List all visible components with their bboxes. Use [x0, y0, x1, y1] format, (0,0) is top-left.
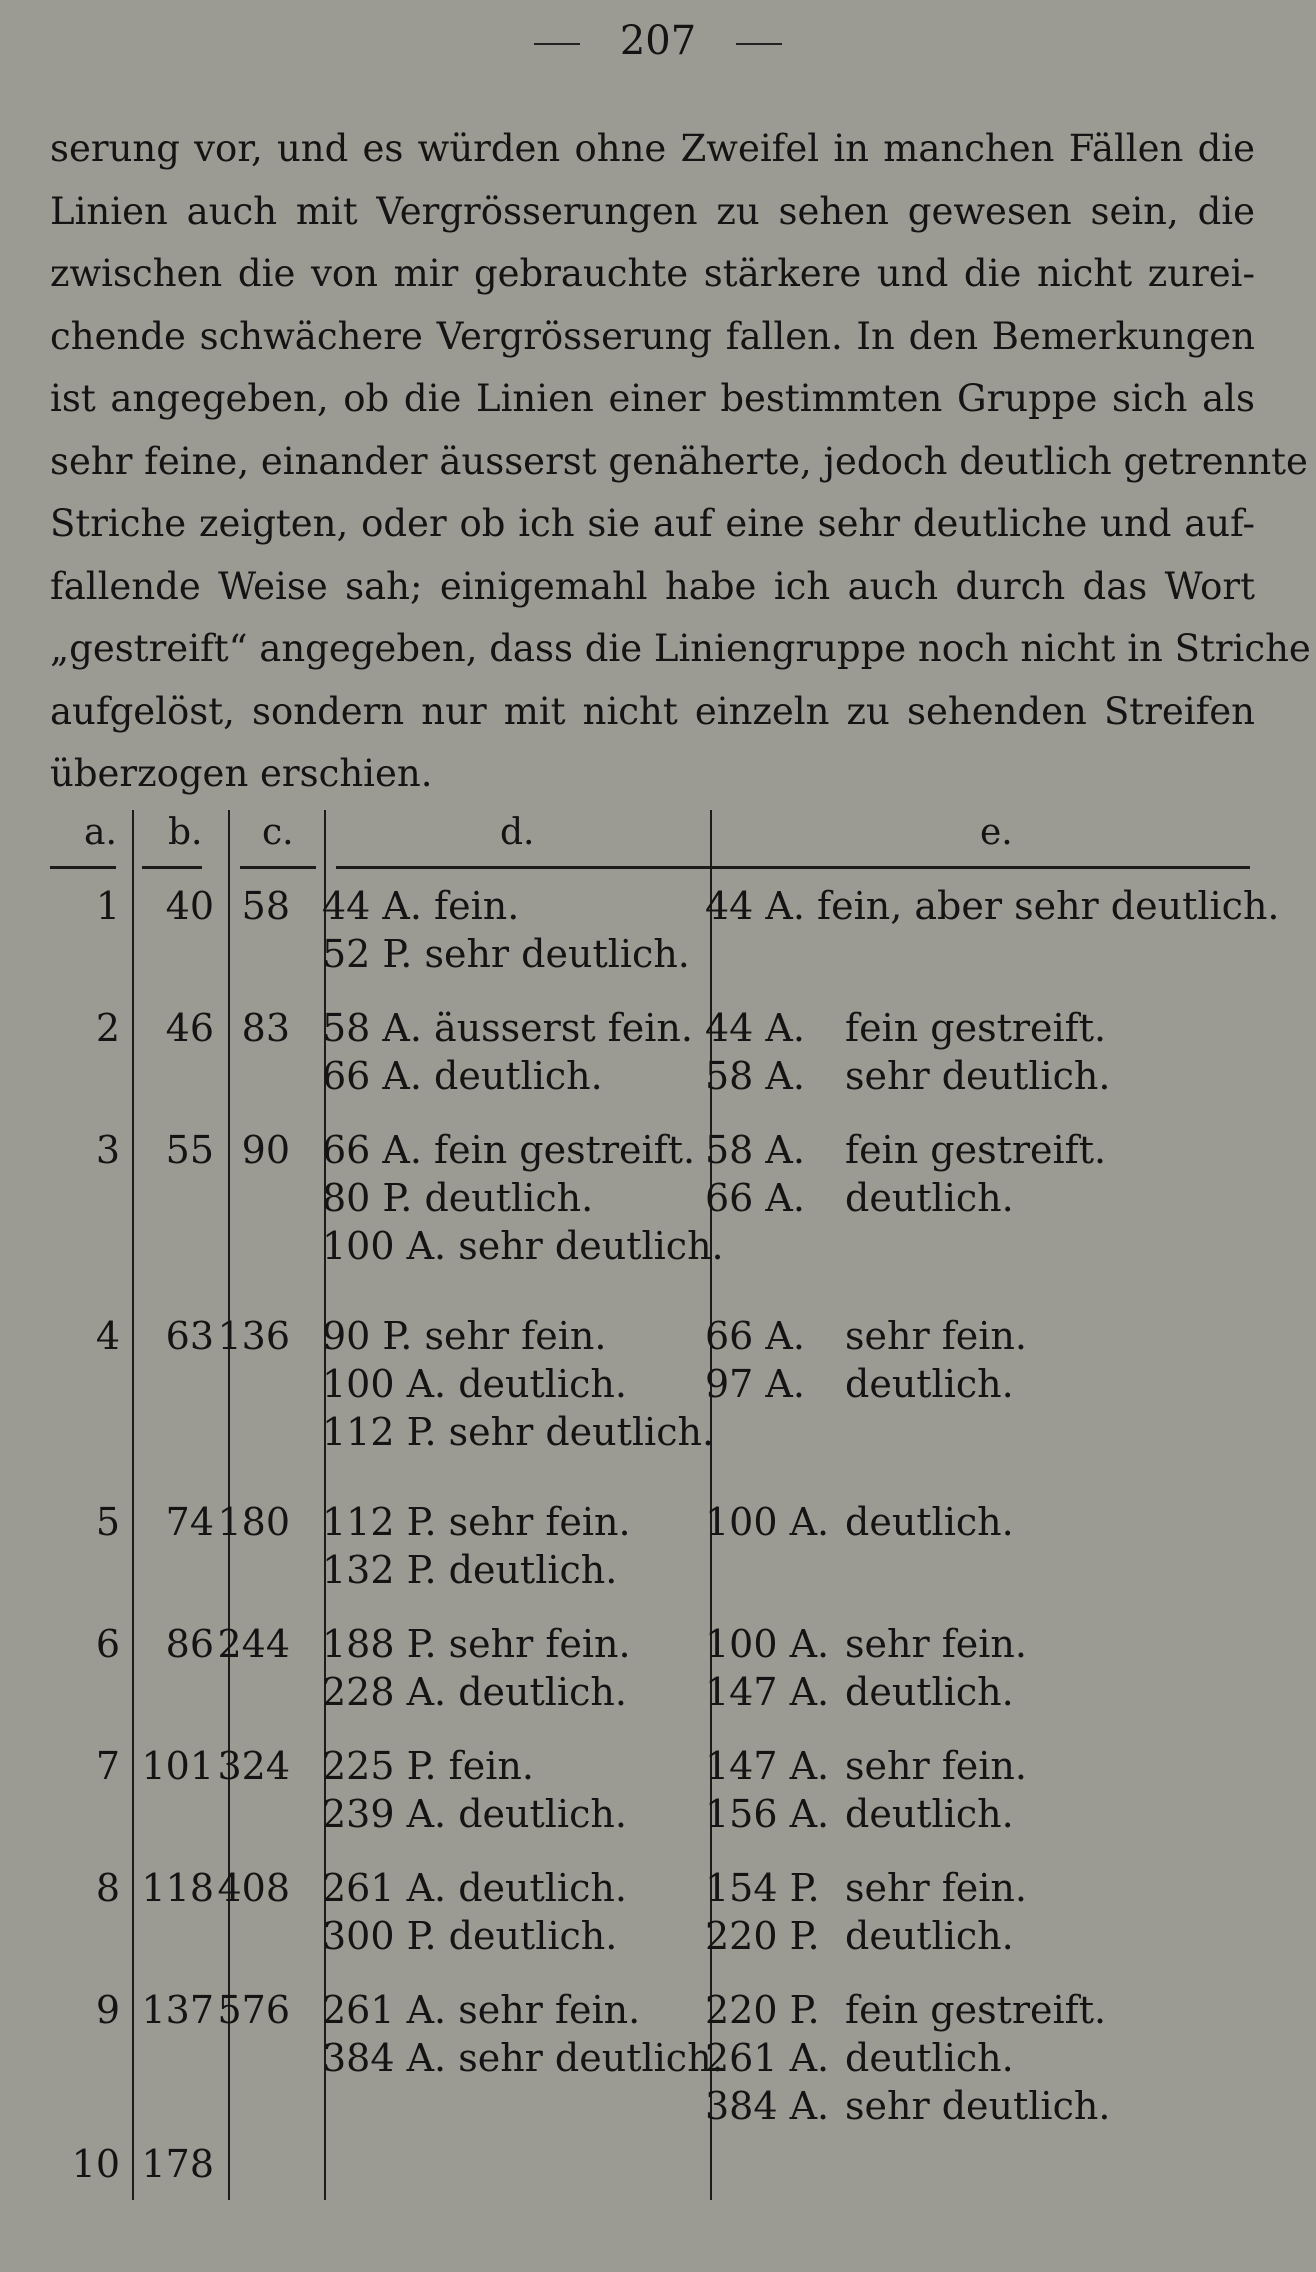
cell-d-line: 66 A. deutlich. — [322, 1054, 603, 1098]
header-b: b. — [168, 812, 203, 853]
cell-e-value: 100 A. — [705, 1622, 830, 1666]
cell-e-value: 100 A. — [705, 1500, 830, 1544]
cell-d-line: 300 P. deutlich. — [322, 1914, 618, 1958]
left-dash — [534, 43, 580, 45]
cell-b: 74 — [165, 1500, 214, 1544]
header-c: c. — [262, 812, 294, 853]
cell-e-line — [705, 1498, 1014, 1546]
cell-e — [705, 1864, 1027, 1960]
header-e: e. — [980, 812, 1013, 853]
cell-b: 101 — [141, 1744, 214, 1788]
header-d: d. — [500, 812, 535, 853]
cell-d-line: 112 P. sehr deutlich. — [322, 1410, 715, 1454]
cell-a: 9 — [95, 1988, 120, 2032]
cell-e-value: 384 A. — [705, 2084, 830, 2128]
paragraph-line: Striche zeigten, oder ob ich sie auf eine sehr deutliche und auf- — [50, 502, 1255, 545]
page-number-text: 207 — [619, 18, 697, 64]
paragraph-line: überzogen erschien. — [50, 752, 433, 795]
body-paragraph — [50, 118, 1311, 806]
cell-d — [322, 1004, 693, 1100]
cell-e-line — [705, 1052, 1110, 1100]
cell-e-line — [705, 2082, 1110, 2130]
cell-d — [322, 1498, 631, 1594]
cell-e-value: 147 A. — [705, 1744, 830, 1788]
cell-d-line: 100 A. deutlich. — [322, 1362, 627, 1406]
cell-e-line — [705, 1668, 1027, 1716]
cell-b: 40 — [165, 884, 214, 928]
cell-e-value: 58 A. — [705, 1128, 805, 1172]
cell-c: 58 — [241, 884, 290, 928]
cell-d — [322, 882, 690, 978]
cell-e-remark: sehr fein. — [845, 1866, 1027, 1910]
cell-b: 46 — [165, 1006, 214, 1050]
cell-d — [322, 1742, 627, 1838]
cell-e — [705, 882, 1280, 930]
cell-e-remark: fein gestreift. — [845, 1128, 1107, 1172]
cell-d-line: 66 A. fein gestreift. — [322, 1128, 696, 1172]
cell-e-remark: deutlich. — [845, 2036, 1014, 2080]
cell-e-remark: fein gestreift. — [845, 1988, 1107, 2032]
cell-e-remark: sehr fein. — [845, 1314, 1027, 1358]
cell-a: 7 — [95, 1744, 120, 1788]
cell-d-line: 188 P. sehr fein. — [322, 1622, 631, 1666]
cell-e — [705, 1312, 1027, 1408]
cell-e — [705, 1620, 1027, 1716]
cell-e — [705, 1986, 1110, 2130]
cell-d-line: 100 A. sehr deutlich. — [322, 1224, 724, 1268]
cell-e-value: 44 A. — [705, 1006, 805, 1050]
cell-e-line — [705, 1742, 1027, 1790]
header-rule-b — [142, 866, 202, 869]
header-a: a. — [84, 812, 117, 853]
cell-c: 83 — [241, 1006, 290, 1050]
cell-e-line — [705, 1360, 1027, 1408]
cell-a: 5 — [95, 1500, 120, 1544]
paragraph-line: serung vor, und es würden ohne Zweifel in manchen Fällen die — [50, 127, 1255, 170]
paragraph-line: aufgelöst, sondern nur mit nicht einzeln zu sehenden Streifen — [50, 689, 1255, 733]
cell-d — [322, 1126, 724, 1270]
cell-e-value: 220 P. — [705, 1914, 820, 1958]
paragraph-line: „gestreift“ angegeben, dass die Liniengruppe noch nicht in Striche — [50, 627, 1311, 670]
cell-c: 180 — [217, 1500, 290, 1544]
cell-a: 8 — [95, 1866, 120, 1910]
cell-e-line — [705, 1126, 1106, 1174]
cell-c: 90 — [241, 1128, 290, 1172]
cell-c: 408 — [217, 1866, 290, 1910]
cell-e-value: 66 A. — [705, 1176, 805, 1220]
paragraph-line: chende schwächere Vergrösserung fallen. In den Bemerkungen — [50, 314, 1255, 358]
right-dash — [736, 43, 782, 45]
cell-d-line: 239 A. deutlich. — [322, 1792, 627, 1836]
cell-d — [322, 1864, 627, 1960]
cell-e-line — [705, 1790, 1027, 1838]
cell-e-remark: fein gestreift. — [845, 1006, 1107, 1050]
cell-d-line: 228 A. deutlich. — [322, 1670, 627, 1714]
cell-e — [705, 1126, 1106, 1222]
cell-c: 244 — [217, 1622, 290, 1666]
paragraph-line: zwischen die von mir gebrauchte stärkere und die nicht zurei- — [50, 252, 1255, 295]
cell-d-line: 58 A. äusserst fein. — [322, 1006, 693, 1050]
paragraph-line: sehr feine, einander äusserst genäherte, jedoch deutlich getrennte — [50, 439, 1308, 483]
cell-d-line: 112 P. sehr fein. — [322, 1500, 631, 1544]
cell-b: 86 — [165, 1622, 214, 1666]
cell-d-line: 132 P. deutlich. — [322, 1548, 618, 1592]
cell-e-remark: deutlich. — [845, 1362, 1014, 1406]
cell-a: 10 — [71, 2142, 120, 2186]
measurement-table — [40, 800, 1280, 2200]
cell-e-remark: deutlich. — [845, 1176, 1014, 1220]
cell-e-line: 44 A. fein, aber sehr deutlich. — [705, 884, 1280, 928]
cell-d-line: 80 P. deutlich. — [322, 1176, 594, 1220]
cell-b: 63 — [165, 1314, 214, 1358]
cell-d-line: 261 A. sehr fein. — [322, 1988, 641, 2032]
cell-d-line: 52 P. sehr deutlich. — [322, 932, 690, 976]
cell-b: 118 — [141, 1866, 214, 1910]
cell-e-remark: sehr deutlich. — [845, 1054, 1111, 1098]
cell-e-value: 58 A. — [705, 1054, 805, 1098]
cell-c: 324 — [217, 1744, 290, 1788]
cell-d-line: 90 P. sehr fein. — [322, 1314, 607, 1358]
paragraph-line: fallende Weise sah; einigemahl habe ich auch durch das Wort — [50, 564, 1255, 608]
cell-d — [322, 1986, 724, 2082]
header-rule-d — [336, 866, 742, 869]
cell-a: 1 — [95, 884, 120, 928]
cell-e-line — [705, 1174, 1106, 1222]
header-rule-c — [240, 866, 316, 869]
cell-d — [322, 1620, 631, 1716]
cell-e-line — [705, 1864, 1027, 1912]
cell-a: 4 — [95, 1314, 120, 1358]
paragraph-line: ist angegeben, ob die Linien einer bestimmten Gruppe sich als — [50, 377, 1255, 420]
cell-d-line: 261 A. deutlich. — [322, 1866, 627, 1910]
cell-e-line — [705, 1004, 1110, 1052]
header-rule-e — [720, 866, 1250, 869]
cell-d-line: 384 A. sehr deutlich. — [322, 2036, 724, 2080]
cell-a: 3 — [95, 1128, 120, 1172]
cell-e-remark: deutlich. — [845, 1914, 1014, 1958]
cell-e-value: 156 A. — [705, 1792, 830, 1836]
cell-e-value: 220 P. — [705, 1988, 820, 2032]
cell-e-value: 97 A. — [705, 1362, 805, 1406]
cell-c: 576 — [217, 1988, 290, 2032]
cell-c: 136 — [217, 1314, 290, 1358]
cell-e-line — [705, 1312, 1027, 1360]
cell-e-line — [705, 1620, 1027, 1668]
cell-b: 55 — [165, 1128, 214, 1172]
page-number — [0, 18, 1316, 64]
cell-e-remark: deutlich. — [845, 1500, 1014, 1544]
cell-e-value: 154 P. — [705, 1866, 820, 1910]
cell-a: 6 — [95, 1622, 120, 1666]
cell-b: 178 — [141, 2142, 214, 2186]
cell-e — [705, 1742, 1027, 1838]
cell-e-value: 147 A. — [705, 1670, 830, 1714]
cell-d-line: 225 P. fein. — [322, 1744, 534, 1788]
cell-e — [705, 1498, 1014, 1546]
cell-e-remark: deutlich. — [845, 1792, 1014, 1836]
cell-d-line: 44 A. fein. — [322, 884, 520, 928]
cell-e-remark: deutlich. — [845, 1670, 1014, 1714]
cell-e-line — [705, 1912, 1027, 1960]
cell-e-remark: sehr fein. — [845, 1744, 1027, 1788]
cell-e-line — [705, 2034, 1110, 2082]
cell-e-remark: sehr deutlich. — [845, 2084, 1111, 2128]
cell-e-value: 261 A. — [705, 2036, 830, 2080]
cell-e-remark: sehr fein. — [845, 1622, 1027, 1666]
cell-d — [322, 1312, 714, 1456]
paragraph-line: Linien auch mit Vergrösserungen zu sehen gewesen sein, die — [50, 189, 1255, 233]
cell-b: 137 — [141, 1988, 214, 2032]
column-divider-ab — [132, 810, 134, 2200]
header-rule-a — [50, 866, 116, 869]
cell-e — [705, 1004, 1110, 1100]
cell-e-line — [705, 1986, 1110, 2034]
cell-a: 2 — [95, 1006, 120, 1050]
cell-e-value: 66 A. — [705, 1314, 805, 1358]
